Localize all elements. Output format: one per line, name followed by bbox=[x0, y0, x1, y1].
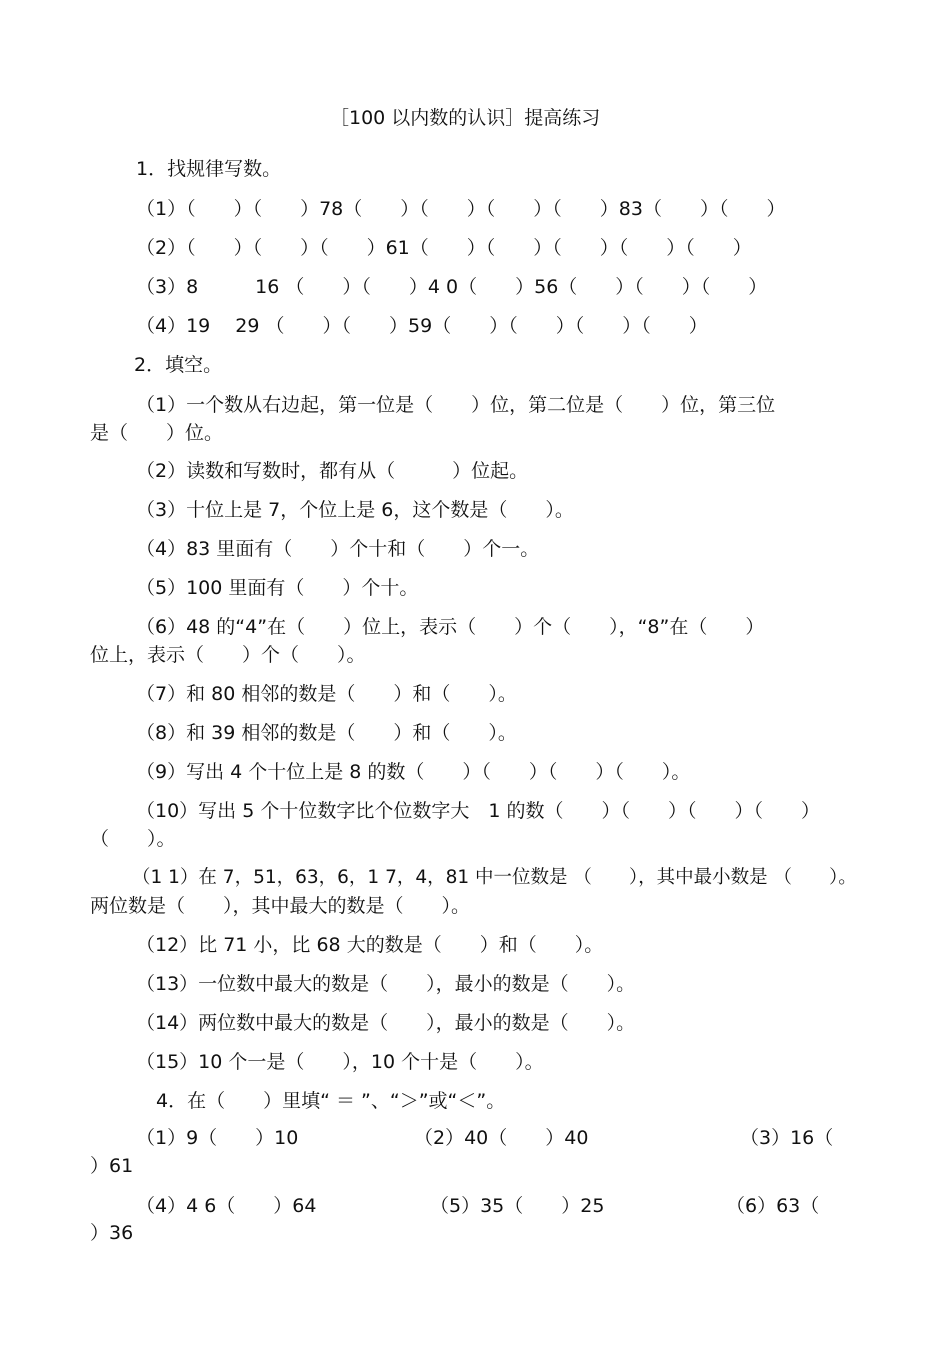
fill-q1-line2: 是（ ）位。 bbox=[90, 422, 224, 444]
fill-q15: （15）10 个一是（ ），10 个十是（ ）。 bbox=[136, 1051, 544, 1073]
fill-q8: （8）和 39 相邻的数是（ ）和（ ）。 bbox=[136, 722, 517, 744]
compare-item-6-cont: ）36 bbox=[90, 1222, 134, 1244]
pattern-item-4: （4）19 29 （ ）（ ）59（ ）（ ）（ ）（ ） bbox=[136, 315, 708, 337]
fill-q12: （12）比 71 小，比 68 大的数是（ ）和（ ）。 bbox=[136, 934, 604, 956]
section4-heading: 4．在（ ）里填“ ＝ ”、“＞”或“＜”。 bbox=[156, 1090, 506, 1112]
fill-q11-line1: （1 1）在 7，51，63，6，1 7，4，81 中一位数是 （ ），其中最小数是 （ ）。 bbox=[132, 867, 857, 888]
fill-q10-line2: （ ）。 bbox=[90, 828, 176, 850]
pattern-item-3: （3）8 16 （ ）（ ）4 0（ ）56（ ）（ ）（ ） bbox=[136, 276, 768, 298]
pattern-item-1: （1）（ ）（ ）78（ ）（ ）（ ）（ ）83（ ）（ ） bbox=[136, 198, 786, 220]
fill-q6-line2: 位上，表示（ ）个（ ）。 bbox=[90, 644, 366, 666]
compare-item-4: （4）4 6（ ）64 bbox=[136, 1195, 317, 1217]
section2-heading: 2．填空。 bbox=[134, 354, 223, 376]
fill-q11-line2: 两位数是（ ），其中最大的数是（ ）。 bbox=[90, 895, 471, 917]
fill-q1-line1: （1）一个数从右边起，第一位是（ ）位，第二位是（ ）位，第三位 bbox=[136, 394, 776, 416]
fill-q13: （13）一位数中最大的数是（ ），最小的数是（ ）。 bbox=[136, 973, 636, 995]
fill-q14: （14）两位数中最大的数是（ ），最小的数是（ ）。 bbox=[136, 1012, 636, 1034]
compare-item-2: （2）40（ ）40 bbox=[414, 1127, 589, 1149]
fill-q3: （3）十位上是 7，个位上是 6，这个数是（ ）。 bbox=[136, 499, 574, 521]
page-title: ［100 以内数的认识］提高练习 bbox=[330, 107, 601, 129]
compare-item-6: （6）63（ bbox=[726, 1195, 820, 1217]
pattern-item-2: （2）（ ）（ ）（ ）61（ ）（ ）（ ）（ ）（ ） bbox=[136, 237, 752, 259]
fill-q9: （9）写出 4 个十位上是 8 的数（ ）（ ）（ ）（ ）。 bbox=[136, 761, 691, 783]
compare-item-3: （3）16（ bbox=[740, 1127, 834, 1149]
fill-q4: （4）83 里面有（ ）个十和（ ）个一。 bbox=[136, 538, 540, 560]
compare-item-3-cont: ）61 bbox=[90, 1155, 134, 1177]
compare-item-1: （1）9（ ）10 bbox=[136, 1127, 299, 1149]
fill-q2: （2）读数和写数时，都有从（ ）位起。 bbox=[136, 460, 529, 482]
section1-heading: 1．找规律写数。 bbox=[136, 158, 282, 180]
fill-q5: （5）100 里面有（ ）个十。 bbox=[136, 577, 419, 599]
fill-q10-line1: （10）写出 5 个十位数字比个位数字大 1 的数（ ）（ ）（ ）（ ） bbox=[136, 800, 820, 822]
fill-q7: （7）和 80 相邻的数是（ ）和（ ）。 bbox=[136, 683, 517, 705]
compare-item-5: （5）35（ ）25 bbox=[430, 1195, 605, 1217]
fill-q6-line1: （6）48 的“4”在（ ）位上，表示（ ）个（ ），“8”在（ ） bbox=[136, 616, 765, 638]
